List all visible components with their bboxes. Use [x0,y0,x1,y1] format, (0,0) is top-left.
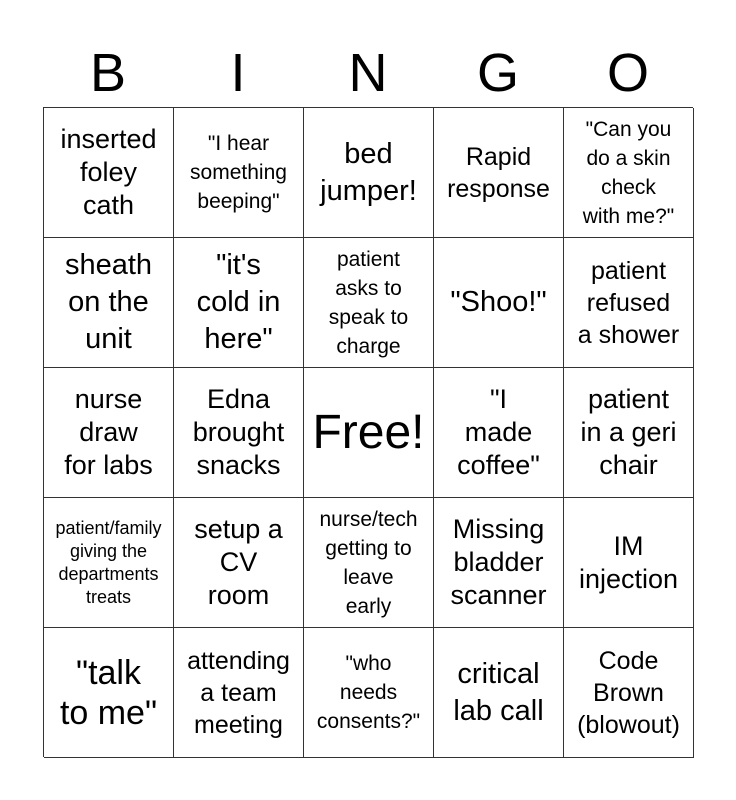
cell-text: setup a CV room [194,514,283,610]
bingo-cell[interactable] [174,628,304,758]
cell-text: patient/family giving the departments treats [55,517,162,607]
bingo-cell[interactable] [434,368,564,498]
header-letter-o: O [606,43,649,103]
header-letter-i: I [230,43,246,103]
bingo-cell[interactable] [434,628,564,758]
cell-text: "Shoo!" [450,286,547,318]
bingo-cell[interactable] [434,238,564,368]
header-letter-n: N [348,43,388,103]
bingo-cell[interactable] [174,238,304,368]
bingo-cell[interactable] [304,498,434,628]
bingo-cell[interactable] [44,108,174,238]
cell-text: inserted foley cath [60,124,157,220]
bingo-cell[interactable] [564,238,694,368]
bingo-cell[interactable] [434,498,564,628]
free-cell[interactable] [304,368,434,498]
cell-text: Free! [312,405,425,459]
cell-text: bed jumper! [320,137,417,207]
cell-text: nurse draw for labs [64,384,153,480]
bingo-cell[interactable] [434,108,564,238]
cell-text: "I hear something beeping" [190,132,287,213]
cell-text: "Can you do a skin check with me?" [582,117,675,228]
header-letter-b: B [89,43,127,103]
bingo-cell[interactable] [44,498,174,628]
bingo-header [43,38,693,108]
bingo-cell[interactable] [174,498,304,628]
bingo-cell[interactable] [304,238,434,368]
cell-text: "who needs consents?" [316,652,421,733]
bingo-cell[interactable] [304,628,434,758]
cell-text: Code Brown (blowout) [577,646,680,739]
bingo-grid [43,107,693,757]
cell-text: "I made coffee" [457,384,540,480]
bingo-cell[interactable] [44,238,174,368]
bingo-cell[interactable] [44,628,174,758]
cell-text: patient in a geri chair [580,384,677,480]
bingo-cell[interactable] [564,368,694,498]
bingo-cell[interactable] [304,108,434,238]
cell-text: IM injection [578,530,679,594]
cell-text: patient refused a shower [577,256,680,349]
cell-text: sheath on the unit [64,249,153,355]
cell-text: Rapid response [447,142,550,203]
cell-text: Missing bladder scanner [450,514,547,610]
bingo-cell[interactable] [564,108,694,238]
cell-text: "it's cold in here" [196,249,281,355]
cell-text: patient asks to speak to charge [328,247,409,358]
cell-text: "talk to me" [59,653,158,732]
cell-text: critical lab call [453,657,544,727]
bingo-cell[interactable] [564,628,694,758]
cell-text: attending a team meeting [187,646,290,739]
bingo-cell[interactable] [174,368,304,498]
cell-text: nurse/tech getting to leave early [319,507,418,618]
cell-text: Edna brought snacks [192,384,285,480]
header-letter-g: G [476,43,519,103]
bingo-cell[interactable] [174,108,304,238]
bingo-cell[interactable] [44,368,174,498]
bingo-cell[interactable] [564,498,694,628]
